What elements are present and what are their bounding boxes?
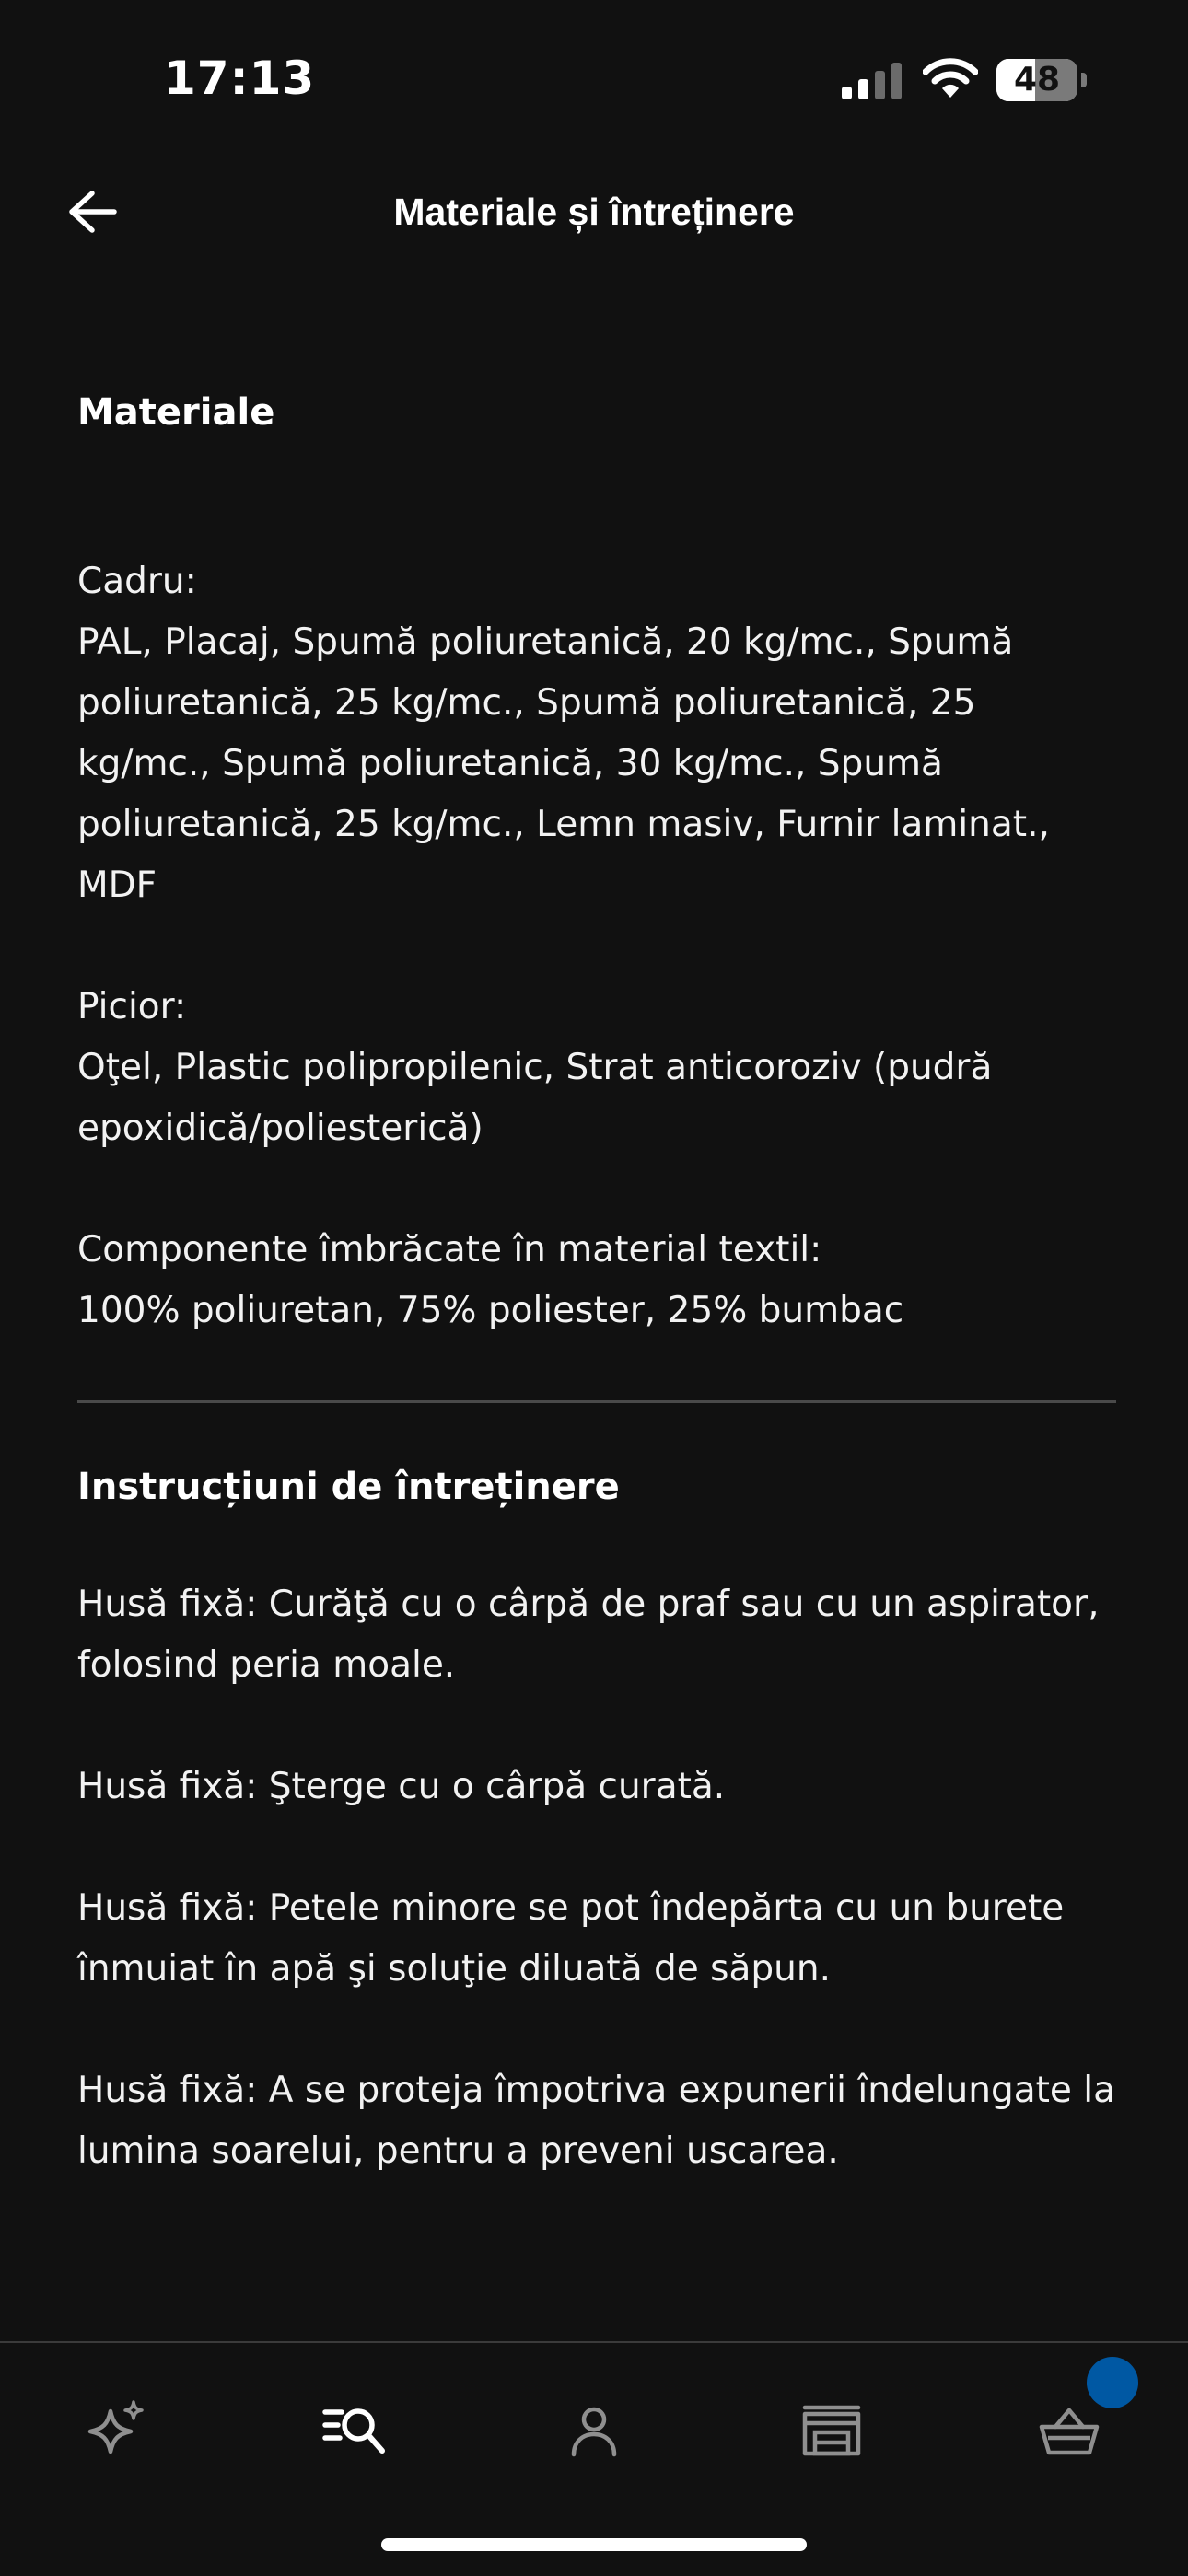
store-icon	[800, 2403, 863, 2458]
nav-account[interactable]	[543, 2380, 645, 2481]
person-icon	[566, 2403, 622, 2458]
battery-icon	[996, 59, 1089, 101]
care-instruction: Husă fixă: Şterge cu o cârpă curată.	[77, 1766, 726, 1807]
back-arrow-icon	[66, 190, 118, 234]
material-text: PAL, Placaj, Spumă poliuretanică, 20 kg/mc., Spumă poliuretanică, 25 kg/mc., Spumă poliuretanică, 25 kg/mc., Spumă poliuretanică, 30 kg/mc., Spumă poliuretanică, 25 kg/mc., Lemn masiv, Furnir laminat., MDF	[77, 621, 1050, 906]
search-list-icon	[321, 2403, 388, 2458]
home-indicator[interactable]	[381, 2538, 807, 2551]
materials-heading: Materiale	[77, 391, 275, 434]
sparkle-icon	[85, 2398, 149, 2463]
battery-level: 48	[1013, 61, 1061, 99]
care-list	[77, 1574, 1116, 2182]
material-group-leg	[77, 977, 1116, 1159]
materials-list	[77, 551, 1116, 1341]
cart-badge	[1087, 2357, 1138, 2408]
section-divider	[77, 1400, 1116, 1403]
care-instruction: Husă fixă: Curăţă cu o cârpă de praf sau cu un aspirator, folosind peria moale.	[77, 1584, 1100, 1686]
back-button[interactable]	[55, 175, 129, 249]
material-text: 100% poliuretan, 75% poliester, 25% bumbac	[77, 1290, 904, 1331]
status-bar	[0, 0, 1188, 157]
page-title: Materiale și întreținere	[393, 191, 795, 233]
shopping-basket-icon	[1037, 2403, 1101, 2458]
material-group-textile	[77, 1220, 1116, 1341]
content	[77, 382, 1116, 2243]
material-group-frame	[77, 551, 1116, 916]
battery-body	[996, 59, 1077, 101]
material-text: Oţel, Plastic polipropilenic, Strat anticoroziv (pudră epoxidică/poliesterică)	[77, 1047, 993, 1149]
material-label: Picior:	[77, 986, 187, 1027]
cellular-signal-icon	[840, 61, 904, 99]
nav-search[interactable]	[304, 2380, 405, 2481]
care-instruction: Husă fixă: A se proteja împotriva expunerii îndelungate la lumina soarelui, pentru a preveni uscarea.	[77, 2070, 1116, 2172]
material-label: Componente îmbrăcate în material textil:	[77, 1229, 822, 1271]
status-time: 17:13	[164, 52, 316, 105]
battery-cap	[1081, 73, 1087, 87]
nav-stores[interactable]	[781, 2380, 882, 2481]
material-label: Cadru:	[77, 561, 197, 602]
nav-inspiration[interactable]	[66, 2380, 168, 2481]
wifi-icon	[923, 57, 978, 99]
care-heading: Instrucțiuni de întreținere	[77, 1466, 620, 1508]
care-instruction: Husă fixă: Petele minore se pot îndepărta cu un burete înmuiat în apă şi soluţie diluată de săpun.	[77, 1887, 1065, 1990]
